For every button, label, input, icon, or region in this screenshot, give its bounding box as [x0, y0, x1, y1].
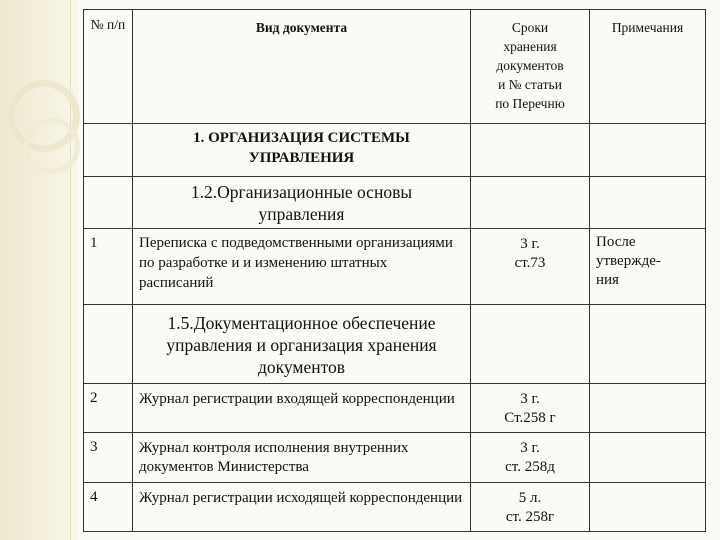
decorative-ring — [24, 118, 80, 174]
document-type: Журнал контроля исполнения внутренних документов Министерства — [133, 433, 471, 483]
subsection-row — [84, 177, 706, 229]
table-row — [84, 384, 706, 433]
header-number: № п/п — [84, 10, 133, 124]
row-number: 4 — [84, 483, 133, 532]
table-row — [84, 483, 706, 532]
header-retention-term: Сроки хранения документов и № статьи по Перечню — [471, 10, 590, 124]
row-number: 3 — [84, 433, 133, 483]
document-type: Журнал регистрации исходящей корреспонденции — [133, 483, 471, 532]
document-type: Переписка с подведомственными организациями по разработке и и изменению штатных расписаний — [133, 229, 471, 305]
header-notes: Примечания — [590, 10, 706, 124]
header-document-type: Вид документа — [133, 10, 471, 124]
subsection-row — [84, 305, 706, 384]
section-row — [84, 124, 706, 177]
subsection-title: 1.5.Документационное обеспечение управления и организация хранения документов — [133, 305, 471, 384]
subsection-title: 1.2.Организационные основы управления — [133, 177, 471, 229]
row-note: После утвержде- ния — [590, 229, 706, 305]
retention-term: 3 г. Ст.258 г — [471, 384, 590, 433]
retention-term: 3 г. ст.73 — [471, 229, 590, 305]
row-number: 1 — [84, 229, 133, 305]
table-row — [84, 433, 706, 483]
decorative-sidebar-line — [70, 0, 71, 540]
section-title: 1. ОРГАНИЗАЦИЯ СИСТЕМЫ УПРАВЛЕНИЯ — [133, 124, 471, 177]
retention-term: 3 г. ст. 258д — [471, 433, 590, 483]
retention-term: 5 л. ст. 258г — [471, 483, 590, 532]
header-row — [84, 10, 706, 124]
row-number: 2 — [84, 384, 133, 433]
document-retention-table — [83, 9, 706, 532]
table-row — [84, 229, 706, 305]
document-type: Журнал регистрации входящей корреспонденции — [133, 384, 471, 433]
